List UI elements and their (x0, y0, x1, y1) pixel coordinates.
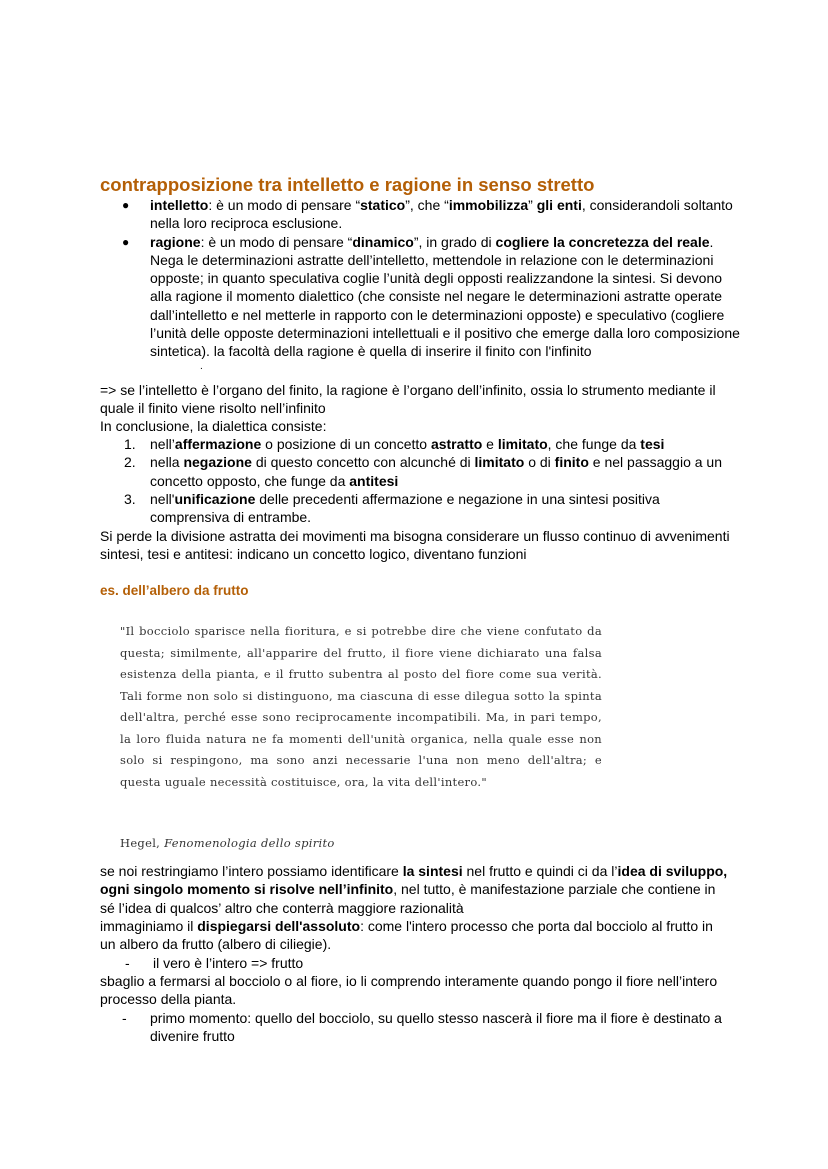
term: ragione (150, 233, 201, 250)
conclusion-intro: In conclusione, la dialettica consiste: (100, 418, 327, 434)
dash-item (122, 1009, 730, 1046)
movement-paragraph: Si perde la divisione astratta dei movimenti ma bisogna considerare un flusso continuo di avvenimenti sintesi, tesi e antitesi: indicano un concetto logico, diventano funzioni (100, 528, 730, 563)
bold-run: limitato (497, 436, 548, 452)
text-run: se noi restringiamo l’intero possiamo identificare (100, 863, 403, 879)
list-item (100, 435, 740, 453)
definition-list (100, 196, 740, 361)
text-run: ”, in grado di (413, 233, 496, 250)
text-run: ” (528, 197, 537, 213)
text-run: nel frutto e quindi ci da l’ (462, 863, 618, 879)
list-item (100, 196, 740, 233)
term: intelletto (150, 197, 209, 213)
text-run: primo momento: quello del bocciolo, su quello stesso nascerà il fiore ma il fiore è destinato a divenire frutto (150, 1010, 722, 1045)
dialectic-steps (100, 435, 740, 526)
text-run: : è un modo di pensare “ (208, 197, 361, 213)
list-item (100, 233, 740, 361)
bold-run: dispiegarsi dell'assoluto (197, 918, 361, 934)
list-item (100, 453, 740, 490)
list-item (100, 490, 740, 527)
bold-run: finito (554, 454, 589, 471)
text-run: e nel passaggio a un concetto opposto, che funge da (150, 454, 722, 489)
step-number: 3. (124, 490, 136, 507)
text-run: , considerandoli soltanto nella loro reciproca esclusione. (150, 197, 733, 232)
text-run: ”, che “ (405, 197, 449, 213)
text-run: nell' (150, 490, 175, 507)
citation-author: Hegel, (120, 836, 165, 850)
text-run: nell’ (150, 436, 175, 452)
text-run: o posizione di un concetto (261, 436, 431, 452)
synthesis-paragraph (100, 862, 730, 917)
stray-dot: . (200, 361, 203, 372)
bold-run: gli enti (536, 197, 582, 213)
bold-run: dinamico (352, 233, 414, 250)
dash-item (125, 954, 304, 972)
citation-title: Fenomenologia dello spirito (164, 836, 335, 850)
text-run: immaginiamo il (100, 918, 198, 934)
section-heading: contrapposizione tra intelletto e ragione in senso stretto (100, 174, 595, 195)
bold-run: cogliere la concretezza del reale (495, 233, 710, 250)
bold-run: tesi (640, 436, 665, 452)
text-run: delle precedenti affermazione e negazione in una sintesi positiva comprensiva di entrambe. (150, 490, 660, 526)
bold-run: affermazione (174, 436, 262, 452)
bold-run: astratto (430, 436, 483, 452)
step-number: 1. (124, 436, 136, 452)
bullet-icon: ● (122, 198, 130, 212)
bold-run: limitato (474, 454, 525, 471)
absolute-paragraph (100, 917, 730, 954)
bold-run: immobilizza (448, 197, 529, 213)
text-run: . Nega le determinazioni astratte dell’intelletto, mettendole in relazione con le determinazioni opposte; in quanto speculativa coglie l’unità degli opposti realizzandone la sintesi. Si devono alla ragione il momento dialettico (che consiste nel negare le determinazioni astratte operate dall’intelletto e nel metterle in rapporto con le determinazioni opposte) e speculativo (cogliere l’unità delle opposte determinazioni intellettuali e il positivo che emerge dalla loro composizione sintetica). la facoltà della ragione è quella di inserire il finito con l'infinito (150, 233, 740, 360)
text-run: : come l'intero processo che porta dal bocciolo al frutto in un albero da frutto (albero di ciliegie). (100, 918, 713, 953)
example-heading: es. dell’albero da frutto (100, 583, 249, 598)
hegel-quote: "Il bocciolo sparisce nella fioritura, e si potrebbe dire che viene confutato da questa; similmente, all'apparire del frutto, il fiore viene dichiarato una falsa esistenza della pianta, e il frutto subentra al posto del fiore come sua verità. Tali forme non solo si distinguono, ma ciascuna di esse dilegua sotto la spinta dell'altra, perché esse sono reciprocamente incompatibili. Ma, in pari tempo, la loro fluida natura ne fa momenti dell'unità organica, nella quale esse non solo si respingono, ma sono anzi necessarie l'una non meno dell'altra; e questa uguale necessità costituisce, ora, la vita dell'intero." (120, 624, 602, 789)
text-run: il vero è l’intero => frutto (153, 955, 304, 971)
arrow-paragraph: => se l’intelletto è l’organo del finito, la ragione è l’organo dell’infinito, ossia lo strumento mediante il quale il finito viene risolto nell’infinito (100, 382, 716, 417)
text-run: : è un modo di pensare “ (200, 233, 353, 250)
text-run: di questo concetto con alcunché di (251, 454, 475, 471)
text-run: o di (524, 454, 555, 471)
bullet-icon: ● (122, 234, 130, 249)
dash-marker: - (125, 955, 130, 971)
bold-run: negazione (183, 454, 252, 471)
bold-run: statico (360, 197, 406, 213)
text-run: nella (150, 454, 184, 471)
text-run: , che funge da (547, 436, 641, 452)
bold-run: idea di sviluppo, ogni singolo momento si risolve nell’infinito (100, 863, 728, 898)
citation (120, 836, 335, 850)
text-run: e (482, 436, 498, 452)
bold-run: unificazione (174, 490, 256, 507)
step-number: 2. (124, 454, 136, 471)
dash-marker: - (122, 1010, 127, 1026)
bold-run: la sintesi (402, 863, 463, 879)
bold-run: antitesi (349, 472, 399, 489)
text-run: , nel tutto, è manifestazione parziale che contiene in sé l’idea di qualcos’ altro che conterrà maggiore razionalità (100, 881, 716, 916)
mistake-paragraph: sbaglio a fermarsi al bocciolo o al fiore, io li comprendo interamente quando pongo il fiore nell’intero processo della pianta. (100, 973, 718, 1008)
